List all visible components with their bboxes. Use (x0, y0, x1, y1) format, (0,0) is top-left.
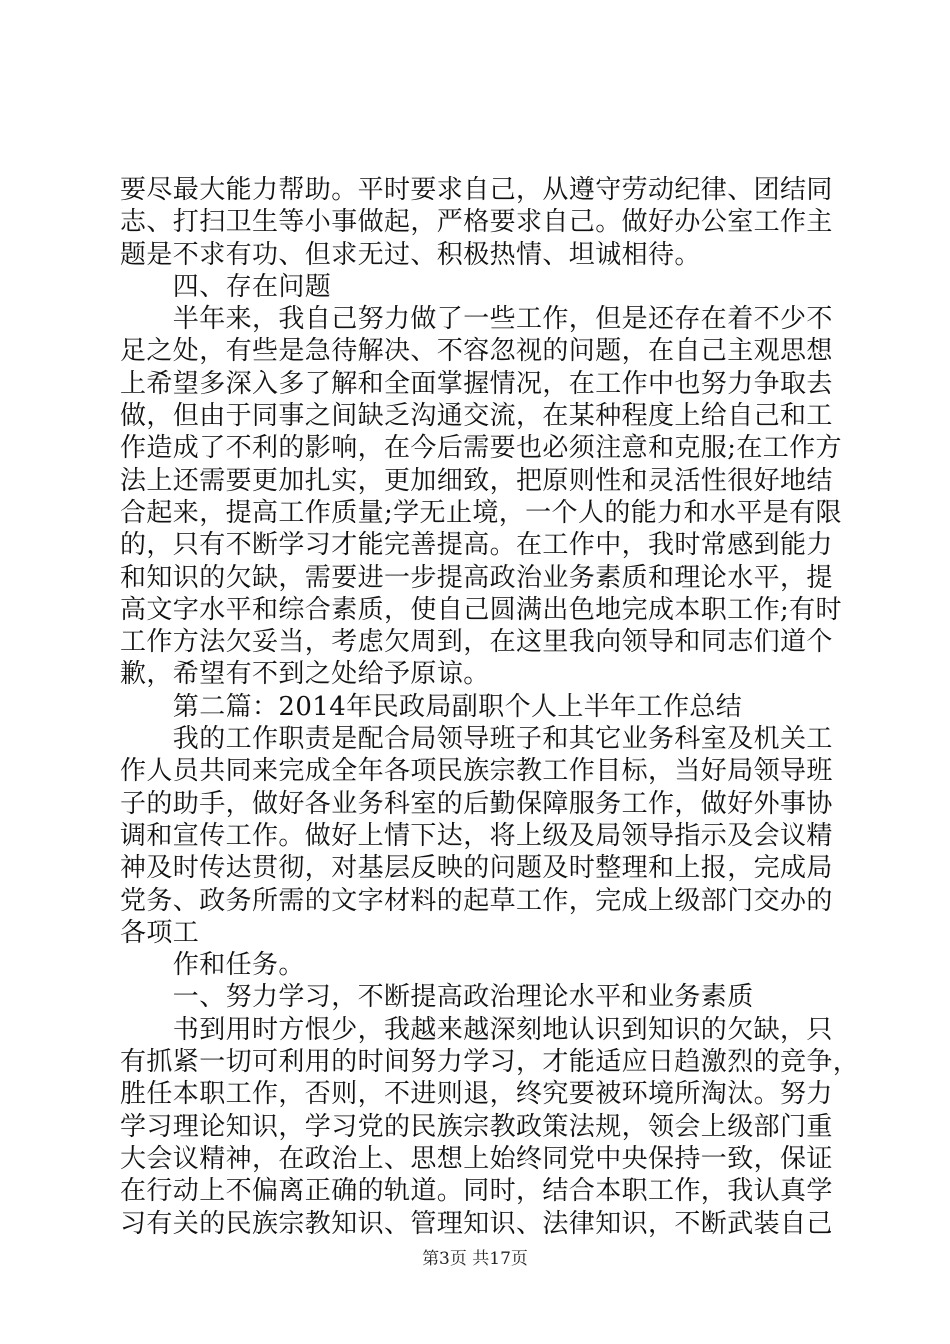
document-body (120, 174, 860, 1240)
text-line: 调和宣传工作。做好上情下达，将上级及局领导指示及会议精 (120, 820, 833, 851)
text-line: 工作方法欠妥当，考虑欠周到，在这里我向领导和同志们道个 (120, 627, 833, 658)
text-line: 作人员共同来完成全年各项民族宗教工作目标，当好局领导班 (120, 756, 833, 787)
text-line: 学习理论知识，学习党的民族宗教政策法规，领会上级部门重 (120, 1111, 833, 1142)
page-number-footer: 第3页 共17页 (422, 1249, 528, 1269)
text-line: 作造成了不利的影响，在今后需要也必须注意和克服;在工作方 (120, 433, 842, 464)
text-line: 志、打扫卫生等小事做起，严格要求自己。做好办公室工作主 (120, 207, 833, 238)
text-line: 有抓紧一切可利用的时间努力学习，才能适应日趋激烈的竞争， (120, 1047, 860, 1078)
text-line: 歉，希望有不到之处给予原谅。 (120, 659, 490, 690)
text-line: 法上还需要更加扎实，更加细致，把原则性和灵活性很好地结 (120, 465, 833, 496)
text-line: 书到用时方恨少，我越来越深刻地认识到知识的欠缺，只 (120, 1014, 833, 1045)
text-line: 我的工作职责是配合局领导班子和其它业务科室及机关工 (120, 724, 833, 755)
text-line: 做，但由于同事之间缺乏沟通交流，在某种程度上给自己和工 (120, 401, 833, 432)
text-line: 胜任本职工作，否则，不进则退，终究要被环境所淘汰。努力 (120, 1079, 833, 1110)
text-line: 各项工 (120, 917, 200, 948)
text-line: 大会议精神，在政治上、思想上始终同党中央保持一致，保证 (120, 1143, 833, 1174)
text-line: 要尽最大能力帮助。平时要求自己，从遵守劳动纪律、团结同 (120, 175, 833, 205)
text-line: 上希望多深入多了解和全面掌握情况，在工作中也努力争取去 (120, 368, 833, 399)
text-line: 子的助手，做好各业务科室的后勤保障服务工作，做好外事协 (120, 788, 833, 819)
section-heading: 一、努力学习，不断提高政治理论水平和业务素质 (120, 982, 754, 1013)
text-line: 的，只有不断学习才能完善提高。在工作中，我时常感到能力 (120, 530, 833, 561)
text-line: 题是不求有功、但求无过、积极热情、坦诚相待。 (120, 239, 701, 270)
text-line: 在行动上不偏离正确的轨道。同时，结合本职工作，我认真学 (120, 1176, 833, 1207)
text-line: 党务、政务所需的文字材料的起草工作，完成上级部门交办的 (120, 885, 833, 916)
text-line: 足之处，有些是急待解决、不容忽视的问题，在自己主观思想 (120, 336, 833, 367)
text-line: 半年来，我自己努力做了一些工作，但是还存在着不少不 (120, 304, 833, 335)
text-line: 合起来，提高工作质量;学无止境，一个人的能力和水平是有限 (120, 497, 842, 528)
chapter-heading: 第二篇：2014年民政局副职个人上半年工作总结 (120, 691, 743, 722)
text-line: 作和任务。 (120, 950, 305, 981)
text-line: 高文字水平和综合素质，使自己圆满出色地完成本职工作;有时 (120, 594, 842, 625)
section-heading: 四、存在问题 (120, 271, 332, 302)
text-line: 神及时传达贯彻，对基层反映的问题及时整理和上报，完成局 (120, 853, 833, 884)
text-line: 习有关的民族宗教知识、管理知识、法律知识，不断武装自己 (120, 1208, 833, 1239)
text-line: 和知识的欠缺，需要进一步提高政治业务素质和理论水平，提 (120, 562, 833, 593)
